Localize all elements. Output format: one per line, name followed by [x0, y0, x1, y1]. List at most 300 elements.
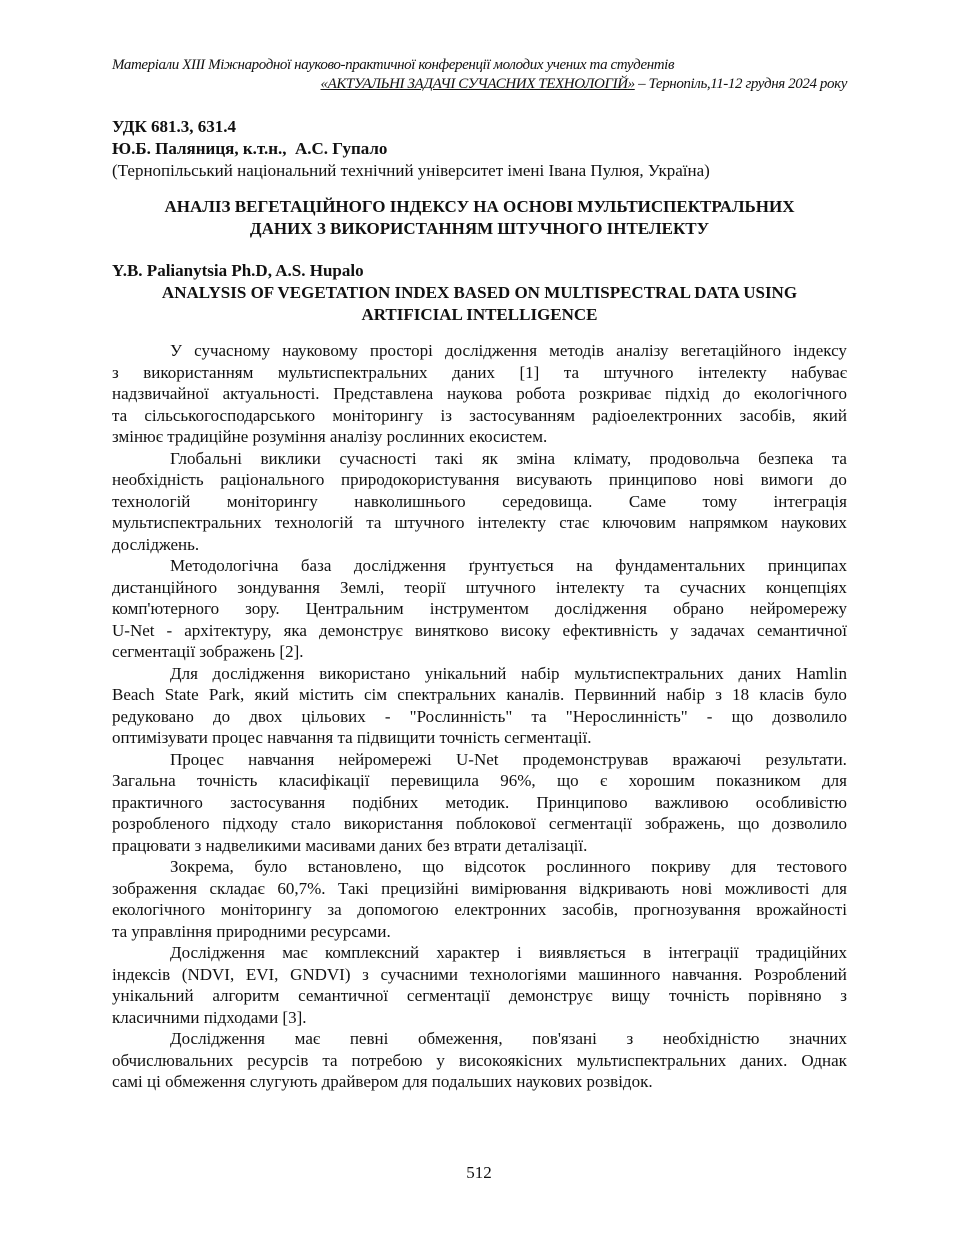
word: штучного	[465, 577, 536, 597]
word: Центральним	[305, 599, 404, 618]
word: покриву	[651, 857, 711, 876]
word: точність	[196, 771, 258, 790]
word: встановлено,	[307, 857, 402, 876]
paragraph-line: самі ці обмеження слугують драйвером для подальших наукових розвідок.	[112, 1072, 653, 1091]
word: наукова	[446, 384, 503, 403]
word: Загальна	[112, 771, 176, 790]
word: сегментації	[406, 986, 491, 1005]
word: унікальний	[112, 986, 194, 1005]
word: висувають	[516, 470, 593, 489]
word: стало	[290, 814, 331, 833]
word: Beach	[112, 685, 155, 704]
word: Землі,	[340, 577, 385, 597]
word: U-Net	[112, 620, 155, 640]
word: демонструє	[319, 620, 403, 640]
word: особливістю	[755, 792, 847, 812]
word: штучного	[394, 513, 465, 532]
paragraph-line	[112, 620, 847, 642]
word: вражаючі	[672, 749, 742, 769]
word: розкриває	[579, 384, 652, 403]
paragraph-line	[112, 878, 847, 900]
word: мультиспектральних	[277, 362, 428, 382]
word: для	[822, 771, 847, 790]
word: середовища.	[502, 491, 593, 511]
paragraph-line	[112, 469, 847, 491]
word: рослинного	[546, 857, 631, 876]
paragraph-line	[112, 577, 847, 599]
word: моніторингу	[332, 405, 424, 425]
word: дослідження	[353, 556, 446, 575]
paragraph-line: сегментації зображень [2].	[112, 642, 304, 661]
paragraph-line	[112, 555, 847, 577]
word: дистанційного	[112, 577, 218, 597]
word: машинного	[578, 964, 661, 984]
word: сучасному	[194, 341, 271, 360]
word: використання	[343, 814, 444, 833]
word: показником	[716, 771, 801, 790]
word: яка	[283, 620, 307, 640]
word: можливості	[724, 878, 810, 898]
title-ukrainian	[112, 196, 847, 240]
paragraph-line	[112, 942, 847, 964]
word: наукових	[781, 513, 847, 532]
word: за	[327, 900, 342, 919]
word: навколишнього	[354, 491, 466, 511]
word: допомогою	[357, 900, 439, 919]
word: з	[626, 1029, 634, 1048]
word: перевищила	[390, 771, 479, 790]
word: порівняно	[748, 986, 822, 1005]
word: є	[599, 771, 608, 790]
word: технологій	[112, 491, 191, 511]
word: до	[829, 470, 847, 489]
word: для	[822, 878, 847, 898]
word: Принципово	[536, 792, 628, 812]
word: моніторингу	[220, 900, 312, 919]
word: певні	[349, 1029, 389, 1048]
word: State	[164, 685, 199, 704]
word: зображень,	[644, 814, 725, 833]
word: високоякісних	[458, 1050, 563, 1070]
word: актуальності.	[222, 384, 320, 403]
header-conference-name: «АКТУАЛЬНІ ЗАДАЧІ СУЧАСНИХ ТЕХНОЛОГІЙ»	[320, 76, 635, 92]
word: необхідністю	[662, 1029, 760, 1048]
word: "Рослинність"	[409, 706, 513, 726]
word: відкривають	[579, 878, 670, 898]
paragraph-line	[112, 491, 847, 513]
title-english	[112, 282, 847, 326]
word: традиційних	[755, 943, 847, 962]
word: Розроблений	[754, 964, 847, 984]
header-conference-title-line	[112, 75, 847, 94]
word: обрано	[673, 599, 724, 618]
word: спектральних	[397, 685, 497, 704]
word: набір	[666, 685, 705, 704]
word: двох	[249, 706, 283, 726]
word: має	[282, 943, 308, 962]
word: комплексний	[324, 943, 420, 962]
authors-ukrainian: Ю.Б. Паляниця, к.т.н., А.С. Гупало	[112, 139, 388, 158]
word: що	[422, 857, 444, 876]
word: хорошим	[628, 771, 695, 790]
word: Дослідження	[170, 1029, 266, 1048]
word: Представлена	[333, 384, 434, 403]
word: інструментом	[429, 599, 529, 618]
paragraph	[112, 663, 847, 749]
word: екологічного	[112, 900, 206, 919]
word: безпека	[758, 448, 814, 468]
word: редуковано	[112, 706, 194, 726]
word: тестового	[776, 857, 847, 876]
word: необхідність	[112, 470, 204, 489]
word: застосування	[230, 792, 326, 812]
word: використанням	[143, 362, 254, 382]
word: врожайності	[756, 900, 847, 919]
word: такі	[435, 448, 464, 468]
word: каналів.	[506, 685, 565, 704]
word: 60,7%.	[277, 878, 326, 898]
word: інтелекту	[555, 577, 625, 597]
title-ukrainian-line: АНАЛІЗ ВЕГЕТАЦІЙНОГО ІНДЕКСУ НА ОСНОВІ МУЛЬТИСПЕКТРАЛЬНИХ	[164, 197, 795, 216]
word: моніторингу	[226, 491, 318, 511]
word: та	[112, 405, 128, 425]
word: нові	[681, 878, 713, 898]
word: принципах	[767, 556, 847, 575]
page-number: 512	[466, 1163, 492, 1182]
word: точність	[668, 986, 730, 1005]
word: засобів,	[739, 405, 796, 425]
paragraph	[112, 448, 847, 556]
word: було	[814, 685, 847, 704]
paragraph-line: та управління природними ресурсами.	[112, 921, 391, 941]
word: зондування	[237, 577, 320, 597]
paragraph-line	[112, 899, 847, 921]
word: даних	[738, 663, 782, 683]
word: концепціях	[766, 577, 847, 597]
word: U-Net	[456, 749, 499, 769]
word: сегментації	[548, 814, 632, 833]
word: ресурсів	[247, 1050, 309, 1070]
paragraph	[112, 1028, 847, 1093]
paragraph-line	[112, 663, 847, 685]
word: дозволило	[772, 814, 847, 833]
paragraph-line	[112, 362, 847, 384]
word: класів	[759, 685, 804, 704]
word: технологіями	[469, 964, 567, 984]
word: GNDVI)	[290, 964, 351, 984]
paragraph-line	[112, 813, 847, 835]
word: 96%,	[500, 771, 536, 790]
word: Процес	[170, 749, 224, 769]
paragraph-line: класичними підходами [3].	[112, 1007, 307, 1027]
word: вищу	[611, 986, 651, 1005]
word: даних	[452, 362, 495, 382]
word: засобів,	[562, 900, 619, 919]
word: мультиспектральних	[574, 663, 724, 683]
paragraph	[112, 942, 847, 1028]
word: складає	[209, 878, 265, 898]
word: високу	[500, 620, 551, 640]
word: індексів	[112, 964, 171, 984]
word: клімату,	[573, 448, 632, 468]
paragraph-line	[112, 1050, 847, 1072]
word: методик.	[445, 792, 510, 812]
word: результати.	[765, 749, 847, 769]
word: та	[831, 448, 847, 468]
paragraph-line	[112, 405, 847, 427]
word: Зокрема,	[170, 857, 234, 876]
word: електронних	[454, 900, 547, 919]
udk-code: УДК 681.3, 631.4	[112, 117, 237, 136]
word: робота	[516, 384, 566, 403]
word: значних	[789, 1029, 847, 1048]
word: сучасних	[679, 577, 746, 597]
word: який	[254, 685, 289, 704]
word: на	[576, 556, 593, 575]
paragraph-line	[112, 512, 847, 534]
word: прогнозування	[633, 900, 741, 919]
word: ключовим	[602, 513, 677, 532]
word: обмеження,	[417, 1029, 503, 1048]
word: в	[643, 943, 652, 962]
paragraph-line	[112, 770, 847, 792]
paragraph-line	[112, 383, 847, 405]
word: виявляється	[538, 943, 626, 962]
word: з	[715, 685, 722, 704]
paragraph-line	[112, 340, 847, 362]
word: характер	[436, 943, 500, 962]
word: зміна	[516, 448, 556, 468]
word: семантичної	[756, 620, 847, 640]
word: винятково	[414, 620, 489, 640]
word: принципово	[608, 470, 697, 489]
word: вегетаційного	[680, 341, 782, 360]
word: практичного	[112, 792, 203, 812]
word: методів	[549, 341, 605, 360]
word: даних.	[740, 1050, 788, 1070]
word: з	[840, 986, 847, 1005]
paragraph-line	[112, 684, 847, 706]
word: для	[731, 857, 757, 876]
word: семантичної	[298, 986, 389, 1005]
title-ukrainian-line: ДАНИХ З ВИКОРИСТАННЯМ ШТУЧНОГО ІНТЕЛЕКТУ	[249, 219, 710, 238]
word: дослідження	[212, 663, 305, 683]
word: має	[294, 1029, 321, 1048]
word: прецизійні	[381, 878, 459, 898]
word: поблокової	[456, 814, 536, 833]
word: ґрунтується	[468, 556, 554, 575]
word: інтелекту	[698, 362, 767, 382]
title-english-line: ANALYSIS OF VEGETATION INDEX BASED ON MULTISPECTRAL DATA USING	[161, 283, 798, 302]
word: зору.	[245, 599, 280, 618]
word: навчання.	[672, 964, 743, 984]
word: у	[436, 1050, 445, 1070]
word: що	[557, 771, 579, 790]
word: Такі	[338, 878, 369, 898]
paragraph-line	[112, 964, 847, 986]
word: напрямком	[689, 513, 769, 532]
word: набір	[521, 663, 560, 683]
word: підхід	[664, 384, 710, 403]
word: та	[531, 706, 547, 726]
word: розробленого	[112, 814, 210, 833]
word: нові	[713, 470, 744, 489]
word: аналізу	[616, 341, 669, 360]
word: -	[166, 620, 173, 640]
paragraph-line	[112, 448, 847, 470]
word: комп'ютерного	[112, 599, 220, 618]
word: використано	[319, 663, 411, 683]
word: надзвичайної	[112, 384, 209, 403]
paragraph-line	[112, 856, 847, 878]
paragraph-line	[112, 749, 847, 771]
word: індексу	[793, 341, 847, 360]
running-header	[112, 56, 847, 94]
word: EVI,	[245, 964, 279, 984]
word: [1]	[519, 362, 540, 382]
word: інтеграції	[668, 943, 739, 962]
word: містить	[299, 685, 354, 704]
paragraph	[112, 555, 847, 663]
word: продовольча	[649, 448, 740, 468]
word: у	[669, 620, 679, 640]
word: до	[723, 384, 741, 403]
word: сім	[363, 685, 387, 704]
word: з	[112, 362, 119, 382]
word: вимірювання	[471, 878, 567, 898]
word: що	[731, 706, 754, 726]
word: підходу	[222, 814, 279, 833]
paragraph-line: досліджень.	[112, 534, 200, 554]
word: нейромережі	[338, 749, 432, 769]
word: зображення	[112, 878, 197, 898]
paragraph	[112, 340, 847, 448]
word: Глобальні	[170, 448, 242, 468]
word: дослідження	[444, 341, 538, 360]
word: який	[812, 405, 847, 425]
word: продемонстрував	[522, 749, 649, 769]
word: дозволило	[772, 706, 847, 726]
paragraph-line	[112, 1028, 847, 1050]
paragraph-line	[112, 985, 847, 1007]
word: та	[366, 513, 382, 532]
word: вимоги	[760, 470, 814, 489]
word: демонструє	[508, 986, 593, 1005]
word: Для	[170, 663, 198, 683]
title-english-line: ARTIFICIAL INTELLIGENCE	[361, 305, 598, 324]
affiliation: (Тернопільський національний технічний університет імені Івана Пулюя, Україна)	[112, 161, 710, 180]
word: інтелекту	[477, 513, 547, 532]
word: -	[384, 706, 391, 726]
word: сучасності	[339, 448, 417, 468]
word: до	[212, 706, 231, 726]
word: Hamlin	[795, 663, 847, 683]
word: було	[254, 857, 288, 876]
word: потребою	[351, 1050, 423, 1070]
word: із	[440, 405, 452, 425]
word: (NDVI,	[181, 964, 235, 984]
body-text	[112, 340, 847, 1093]
word: дослідження	[554, 599, 647, 618]
word: 18	[732, 685, 750, 704]
word: технологій	[274, 513, 354, 532]
word: Однак	[801, 1050, 847, 1070]
word: стає	[559, 513, 590, 532]
word: тому	[702, 491, 738, 511]
word: набуває	[791, 362, 847, 382]
word: Park,	[208, 685, 245, 704]
paragraph-line: змінює традиційне розуміння аналізу рослинних екосистем.	[112, 427, 548, 446]
word: природокористування	[341, 470, 500, 489]
word: що	[737, 814, 760, 833]
word: ефективність	[562, 620, 658, 640]
word: інтеграція	[773, 491, 847, 511]
word: раціонального	[220, 470, 325, 489]
word: У	[170, 341, 183, 360]
word: нейромережу	[749, 599, 847, 618]
word: задачах	[690, 620, 745, 640]
word: радіоелектронних	[592, 405, 723, 425]
word: і	[516, 943, 522, 962]
word: подібних	[352, 792, 419, 812]
word: фундаментальних	[615, 556, 746, 575]
word: Дослідження	[170, 943, 266, 962]
word: відсоток	[464, 857, 526, 876]
word: екологічного	[753, 384, 847, 403]
word: застосуванням	[469, 405, 575, 425]
word: штучного	[603, 362, 674, 382]
header-location-date: – Тернопіль,11-12 грудня 2024 року	[634, 76, 847, 92]
word: сучасними	[380, 964, 459, 984]
word: цільових	[301, 706, 366, 726]
paragraph-line: оптимізувати процес навчання та підвищити точність сегментації.	[112, 728, 592, 747]
paragraph-line	[112, 598, 847, 620]
word: архітектуру,	[184, 620, 272, 640]
word: пов'язані	[532, 1029, 597, 1048]
word: просторі	[369, 341, 433, 360]
word: -	[706, 706, 713, 726]
word: "Нерослинність"	[565, 706, 688, 726]
paragraph-line: працювати з надвеликими масивами даних без втрати деталізації.	[112, 835, 588, 855]
word: алгоритм	[212, 986, 280, 1005]
word: Методологічна	[170, 556, 279, 575]
word: Первинний	[574, 685, 657, 704]
word: та	[563, 362, 580, 382]
word: важливою	[654, 792, 729, 812]
word: класифікації	[278, 771, 370, 790]
word: обчислювальних	[112, 1050, 234, 1070]
word: та	[644, 577, 660, 597]
word: з	[362, 964, 369, 984]
paragraph	[112, 749, 847, 857]
word: мультиспектральних	[576, 1050, 727, 1070]
word: теорії	[404, 577, 446, 597]
word: унікальний	[424, 663, 507, 683]
word: мультиспектральних	[112, 513, 262, 532]
word: база	[300, 556, 332, 575]
word: навчання	[248, 749, 315, 769]
word: та	[322, 1050, 338, 1070]
word: виклики	[260, 448, 321, 468]
word: як	[481, 448, 498, 468]
header-conference-line: Матеріали XIII Міжнародної науково-практичної конференції молодих учених та студентів	[112, 57, 675, 73]
paragraph-line	[112, 792, 847, 814]
paragraph-line	[112, 706, 847, 728]
word: Саме	[628, 491, 666, 511]
paragraph	[112, 856, 847, 942]
authors-english: Y.B. Palianytsia Ph.D, A.S. Hupalo	[112, 261, 364, 280]
word: науковому	[282, 341, 358, 360]
